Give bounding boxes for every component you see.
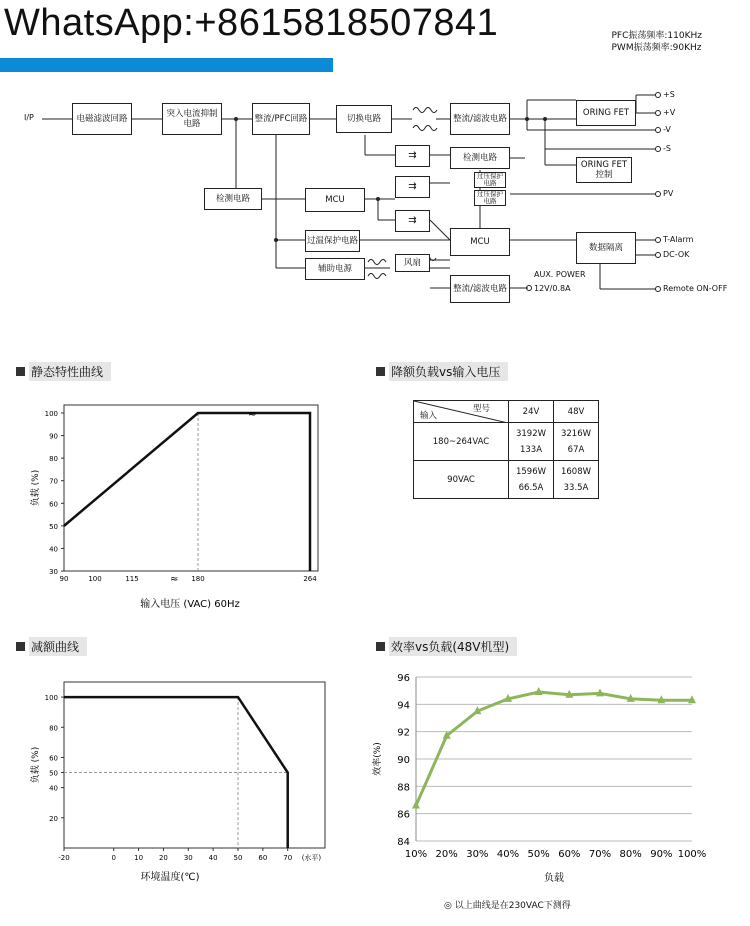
optocoupler-icon: ⇉ xyxy=(395,210,430,232)
x-tick-label: 0 xyxy=(111,854,116,862)
break-mark: ≈ xyxy=(248,409,257,420)
y-tick-label: 92 xyxy=(397,727,410,739)
x-tick-label: 50% xyxy=(527,849,550,860)
row-input: 90VAC xyxy=(414,461,509,499)
y-tick-label: 50 xyxy=(49,522,58,531)
inrush-block: 突入电流抑制电路 xyxy=(162,103,222,135)
x-tick-label: 90% xyxy=(650,849,673,860)
rect-filter-block-2: 整流/滤波电路 xyxy=(450,275,510,303)
header-model: 型号 xyxy=(472,404,490,414)
x-tick-label: 10% xyxy=(404,849,428,860)
rect-pfc-block: 整流/PFC回路 xyxy=(252,103,310,135)
y-tick-label: 90 xyxy=(397,755,410,766)
otp-block: 过温保护电路 xyxy=(305,230,360,252)
x-unit-label: (水平) xyxy=(301,854,322,862)
x-tick-label: 20% xyxy=(435,849,458,860)
cell-current: 67A xyxy=(567,444,585,455)
y-tick-label: 86 xyxy=(397,809,410,821)
aux-power-rating: 12V/0.8A xyxy=(534,284,571,293)
y-tick-label: 80 xyxy=(49,724,58,733)
data-isolation-block: 数据隔离 xyxy=(576,232,636,264)
bullet-icon xyxy=(16,367,25,376)
x-tick-label: 40% xyxy=(496,849,520,860)
aux-power-block: 辅助电源 xyxy=(305,258,365,280)
y-tick-label: 40 xyxy=(49,784,58,793)
y-tick-label: 40 xyxy=(49,545,58,554)
x-tick-label: 115 xyxy=(125,575,139,583)
aux-power-label: AUX. POWER xyxy=(534,270,586,279)
mcu-block-1: MCU xyxy=(305,188,365,212)
bullet-icon xyxy=(376,642,385,651)
output-remote: Remote ON-OFF xyxy=(663,284,728,293)
y-tick-label: 100 xyxy=(44,410,58,418)
cell-power: 1596W xyxy=(515,466,547,477)
cell-current: 33.5A xyxy=(563,482,589,493)
table-corner-cell xyxy=(414,401,509,423)
section-title: 减额曲线 xyxy=(29,637,87,656)
header-input: 输入 xyxy=(420,411,438,421)
x-tick-label: 50 xyxy=(233,854,243,862)
cell-power: 3216W xyxy=(560,428,592,439)
y-tick-label: 30 xyxy=(49,568,58,576)
cell-current: 133A xyxy=(519,444,543,455)
y-axis-label: 负载 (%) xyxy=(31,469,41,507)
rect-filter-block-1: 整流/滤波电路 xyxy=(450,103,510,135)
y-axis-label: 效率(%) xyxy=(373,742,383,776)
x-tick-label: 80% xyxy=(619,849,642,860)
pfc-frequency: PFC振荡频率:110KHz xyxy=(611,31,702,41)
section-title: 静态特性曲线 xyxy=(29,362,111,381)
efficiency-chart xyxy=(360,665,740,895)
y-tick-label: 96 xyxy=(397,673,410,684)
derating-table xyxy=(413,400,599,499)
footnote: ◎ 以上曲线是在230VAC下测得 xyxy=(444,901,571,911)
cell-power: 1608W xyxy=(560,466,592,477)
x-tick-label: 60 xyxy=(258,854,268,862)
table-cell xyxy=(554,461,599,499)
section-derating-input xyxy=(376,362,508,381)
contact-title: WhatsApp:+8615818507841 xyxy=(4,2,499,44)
static-curve-chart xyxy=(20,395,340,615)
curve-line xyxy=(64,413,310,571)
pwm-frequency: PWM振荡频率:90KHz xyxy=(611,43,702,53)
x-tick-label: 70 xyxy=(283,854,293,862)
table-cell xyxy=(509,423,554,461)
detect-block-2: 检测电路 xyxy=(204,188,262,210)
break-mark: ≈ xyxy=(170,574,179,585)
bullet-icon xyxy=(376,367,385,376)
y-tick-label: 20 xyxy=(49,814,58,823)
y-tick-label: 70 xyxy=(49,477,58,486)
x-axis-label: 环境温度(℃) xyxy=(140,872,200,883)
table-cell xyxy=(554,423,599,461)
x-tick-label: 30% xyxy=(466,849,489,860)
output-minus-s: -S xyxy=(663,144,671,153)
y-tick-label: 80 xyxy=(49,455,58,464)
input-label: I/P xyxy=(24,113,34,122)
section-static-curve xyxy=(16,362,111,381)
derating-chart xyxy=(20,672,360,892)
x-tick-label: 10 xyxy=(134,854,144,862)
plot-frame xyxy=(64,682,325,848)
y-tick-label: 50 xyxy=(49,769,58,778)
row-input: 180~264VAC xyxy=(414,423,509,461)
y-tick-label: 84 xyxy=(397,837,410,848)
plot-frame xyxy=(64,405,318,571)
switch-block: 切换电路 xyxy=(336,105,392,133)
output-minus-v: -V xyxy=(663,125,671,134)
y-tick-label: 60 xyxy=(49,754,58,763)
output-t-alarm: T-Alarm xyxy=(663,235,694,244)
y-tick-label: 94 xyxy=(397,700,410,712)
y-axis-label: 负载 (%) xyxy=(31,746,41,784)
ovp-block-1: 过压保护电路 xyxy=(474,172,506,188)
optocoupler-icon: ⇉ xyxy=(395,145,430,167)
block-diagram-wires xyxy=(0,0,750,310)
y-tick-label: 100 xyxy=(44,694,58,703)
detect-block-1: 检测电路 xyxy=(450,147,510,169)
emi-filter-block: 电磁滤波回路 xyxy=(72,103,132,135)
oring-fet-block: ORING FET xyxy=(576,100,636,126)
section-efficiency xyxy=(376,637,517,656)
x-tick-label: 70% xyxy=(588,849,612,860)
cell-current: 66.5A xyxy=(518,482,544,493)
optocoupler-icon: ⇉ xyxy=(395,176,430,198)
x-tick-label: 100% xyxy=(677,849,707,860)
fan-block: 风扇 xyxy=(395,254,430,272)
x-tick-label: 264 xyxy=(303,575,317,583)
table-cell xyxy=(509,461,554,499)
bullet-icon xyxy=(16,642,25,651)
mcu-block-2: MCU xyxy=(450,228,510,256)
oring-control-block: ORING FET控制 xyxy=(576,157,632,183)
x-axis-label: 输入电压 (VAC) 60Hz xyxy=(140,599,240,610)
x-axis-label: 负载 xyxy=(544,873,564,884)
col-header: 24V xyxy=(509,401,554,423)
x-tick-label: 90 xyxy=(59,575,69,583)
x-tick-label: 40 xyxy=(208,854,218,862)
x-tick-label: 100 xyxy=(88,575,102,583)
x-tick-label: 20 xyxy=(158,854,168,862)
output-plus-s: +S xyxy=(663,90,675,99)
x-tick-label: 30 xyxy=(183,854,193,862)
output-pv: PV xyxy=(663,189,674,198)
col-header: 48V xyxy=(554,401,599,423)
x-tick-label: -20 xyxy=(58,854,70,862)
x-tick-label: 180 xyxy=(191,575,205,583)
section-title: 效率vs负载(48V机型) xyxy=(389,637,517,656)
cell-power: 3192W xyxy=(515,428,547,439)
x-tick-label: 60% xyxy=(558,849,581,860)
y-tick-label: 90 xyxy=(49,432,58,441)
y-tick-label: 88 xyxy=(397,782,410,794)
efficiency-line xyxy=(416,692,692,805)
section-title: 降额负载vs输入电压 xyxy=(389,362,508,381)
output-plus-v: +V xyxy=(663,108,676,117)
ovp-block-2: 过压保护电路 xyxy=(474,190,506,206)
section-derating xyxy=(16,637,87,656)
output-dc-ok: DC-OK xyxy=(663,250,690,259)
y-tick-label: 60 xyxy=(49,500,58,509)
